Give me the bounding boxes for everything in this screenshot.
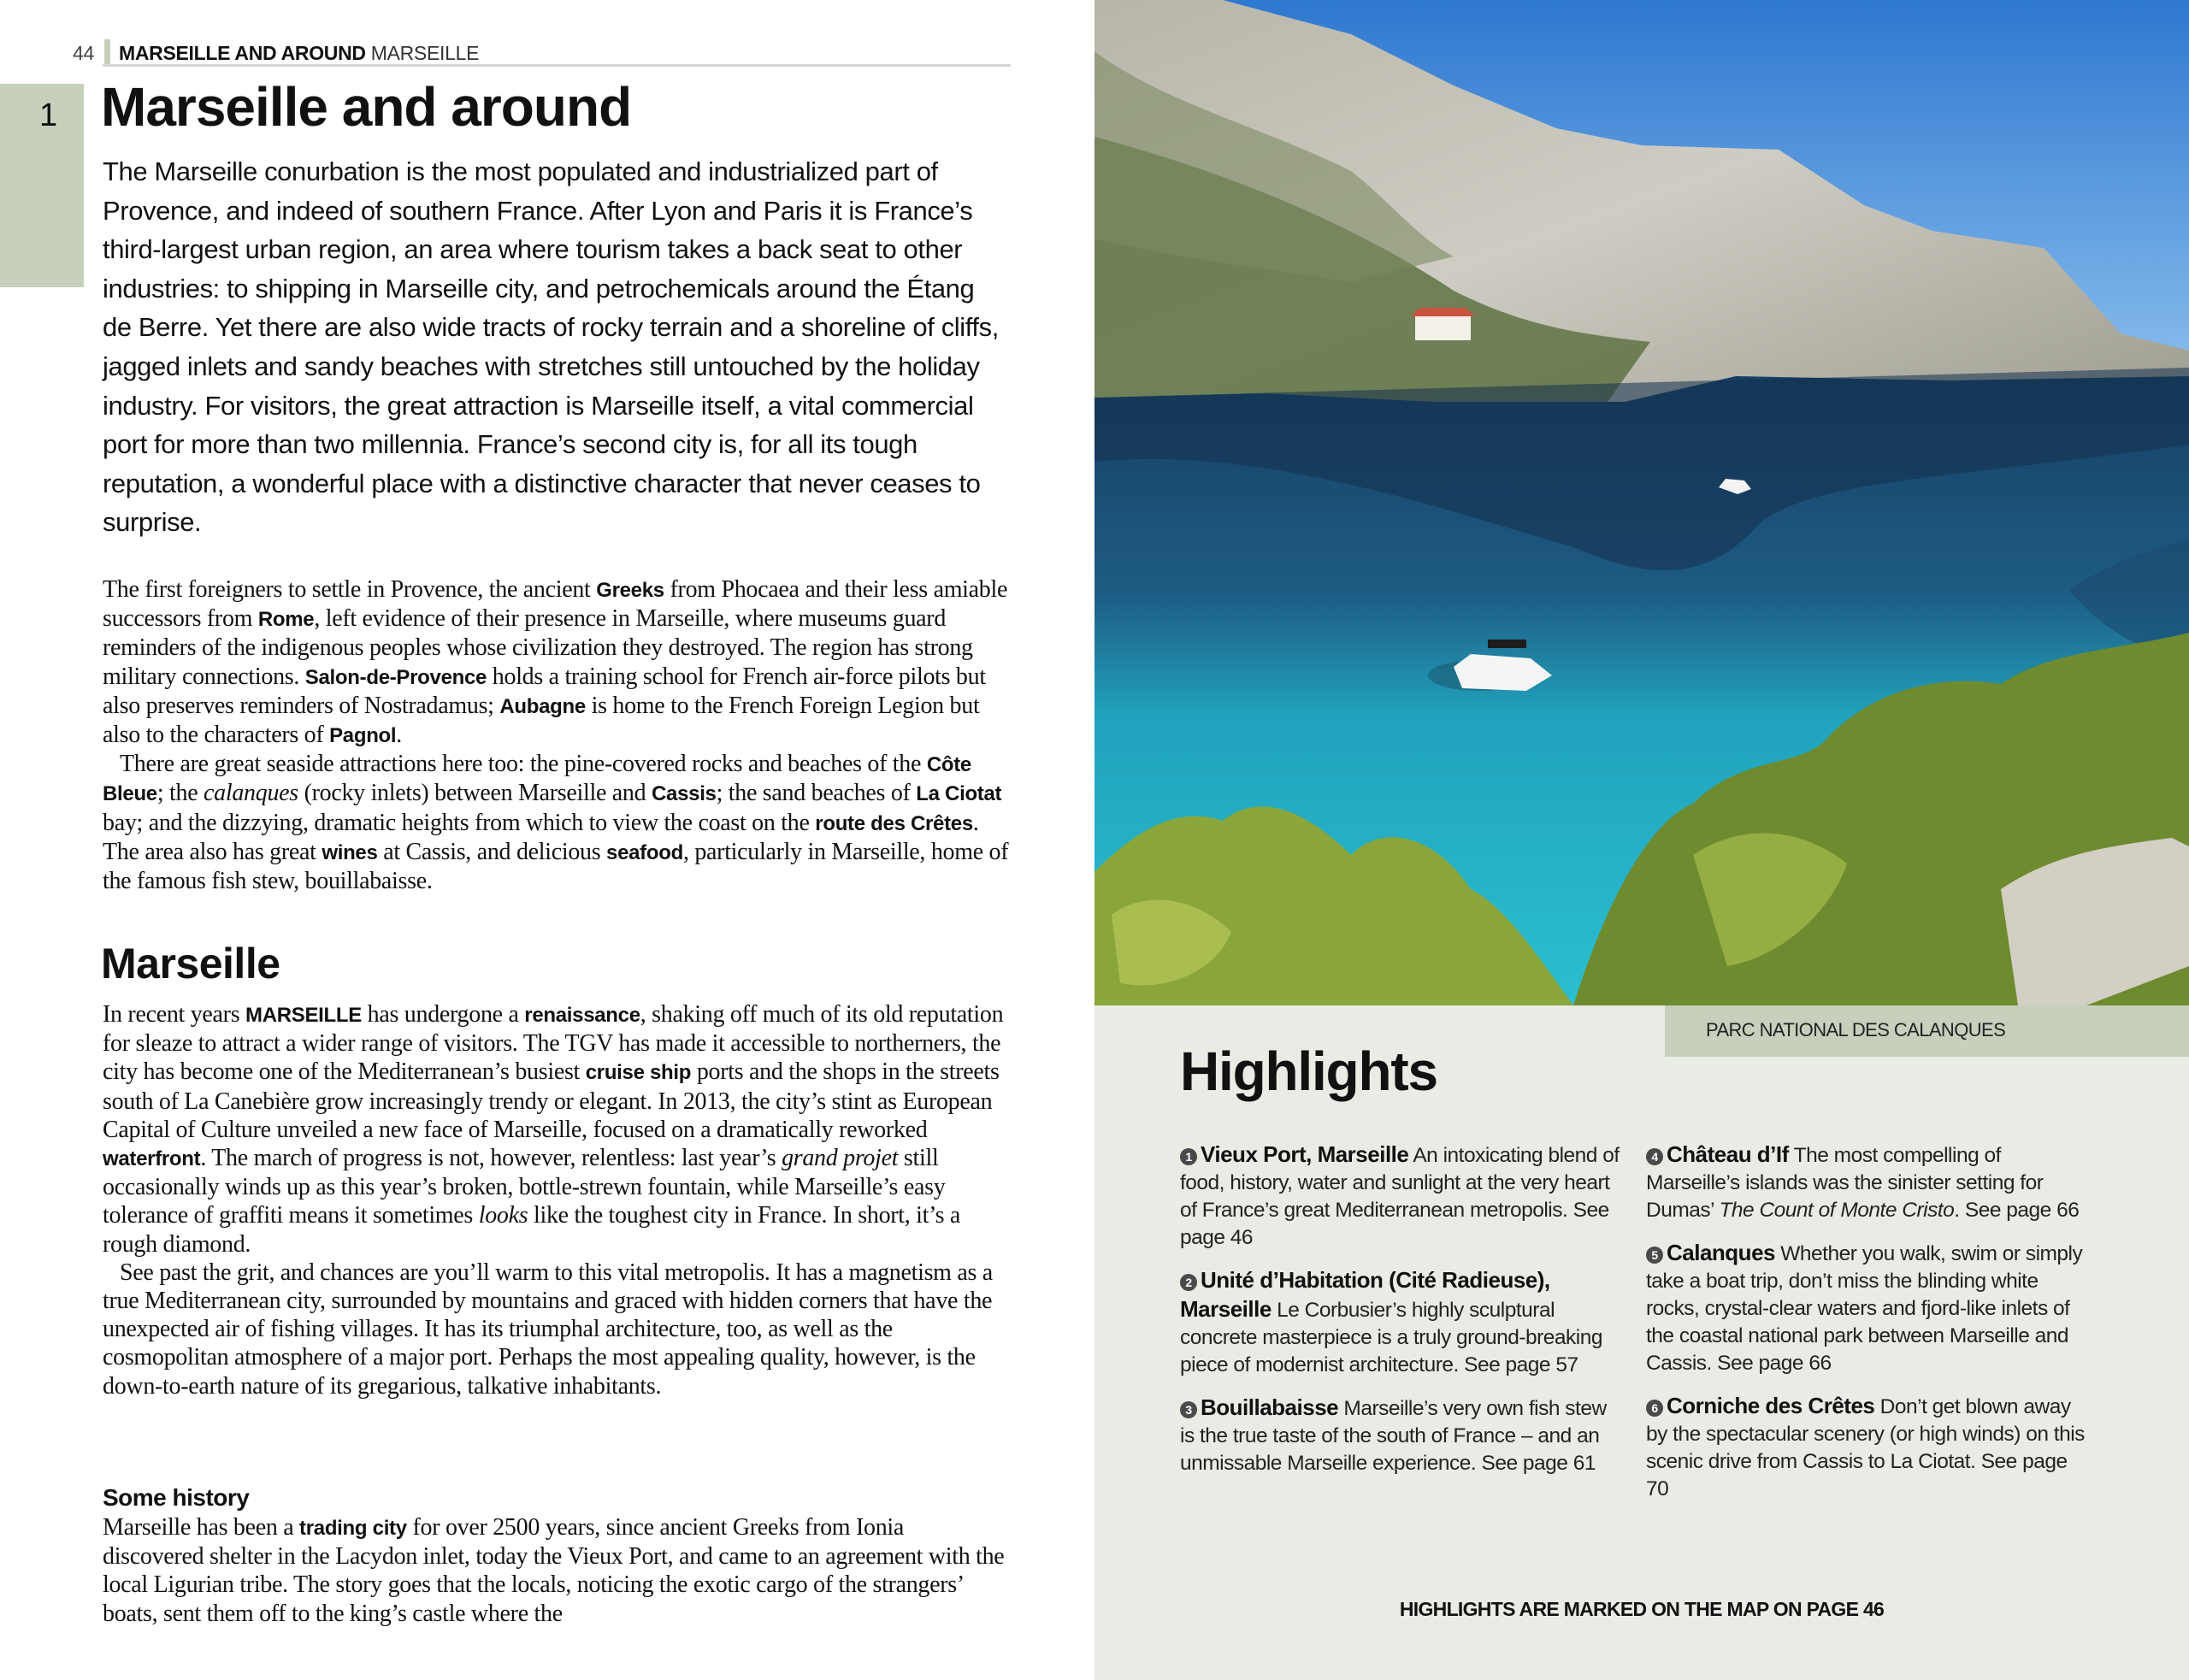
highlight-item bbox=[1180, 1141, 1625, 1252]
highlight-number-icon: 6 bbox=[1646, 1400, 1663, 1417]
book-title: The Count of Monte Cristo bbox=[1719, 1199, 1955, 1222]
highlights-box bbox=[1094, 1005, 2189, 1680]
highlight-desc: An intoxicating blend of food, history, water and sunlight at the very heart of France’s great Mediterranean metropolis. See page 46 bbox=[1180, 1144, 1620, 1249]
bold-term: Pagnol bbox=[329, 724, 397, 748]
bold-term: cruise ship bbox=[585, 1061, 692, 1085]
highlight-number-icon: 1 bbox=[1180, 1148, 1197, 1165]
bold-term: trading city bbox=[299, 1517, 407, 1540]
header-section: MARSEILLE AND AROUND bbox=[118, 42, 366, 64]
highlight-desc: Le Corbusier’s highly sculptural concrete masterpiece is a truly ground-breaking piece of modernist architecture. See page 57 bbox=[1180, 1299, 1602, 1376]
highlight-item bbox=[1646, 1239, 2091, 1377]
bold-term: route des Crêtes bbox=[815, 811, 973, 835]
photo-caption: PARC NATIONAL DES CALANQUES bbox=[1706, 1019, 2006, 1040]
photo-caption-tab bbox=[1665, 1005, 2189, 1057]
chapter-intro: The Marseille conurbation is the most populated and industrialized part of Provence, and indeed of southern France. After Lyon and Paris it is France’s third-largest urban region, an area where tourism takes a back seat to other industries: to shipping in Marseille city, and petrochemicals around the Étang de Berre. Yet there are also wide tracts of rocky terrain and a shoreline of cliffs, jagged inlets and sandy beaches with stretches still untouched by the holiday industry. For visitors, the great attraction is Marseille itself, a vital commercial port for more than two millennia. France’s second city is, for all its tough reputation, a wonderful place with a distinctive character that never ceases to surprise. bbox=[103, 156, 999, 538]
history-paragraph: Marseille has been a trading city for over 2500 years, since ancient Greeks from Ionia discovered shelter in the Lacydon inlet, today the Vieux Port, and came to an agreement with the local Ligurian tribe. The story goes that the locals, noticing the exotic cargo of the strangers’ boats, sent them off to the king’s castle where the bbox=[103, 1514, 1005, 1627]
running-header bbox=[73, 36, 479, 65]
highlights-column-left bbox=[1180, 1141, 1625, 1492]
italic-term: looks bbox=[478, 1202, 528, 1229]
highlight-item bbox=[1646, 1392, 2091, 1503]
highlight-name: Calanques bbox=[1667, 1240, 1775, 1265]
header-accent-bar bbox=[104, 39, 110, 65]
italic-term: calanques bbox=[204, 780, 298, 807]
bold-term: waterfront bbox=[103, 1147, 201, 1171]
bold-term: renaissance bbox=[524, 1004, 640, 1027]
section-heading-marseille: Marseille bbox=[101, 940, 280, 987]
highlight-number-icon: 4 bbox=[1646, 1148, 1663, 1165]
body-paragraph: The first foreigners to settle in Provence, the ancient Greeks from Phocaea and their less amiable successors from Rome, left evidence of their presence in Marseille, where museums guard reminders of the indigenous peoples whose civilization they destroyed. The region has strong military connections. Salon-de-Provence holds a training school for French air-force pilots but also preserves reminders of Nostradamus; Aubagne is home to the French Foreign Legion but also to the characters of Pagnol. There are great seaside attractions here too: the pine-covered rocks and beaches of the Côte Bleue; the calanques (rocky inlets) between Marseille and Cassis; the sand beaches of La Ciotat bay; and the dizzying, dramatic heights from which to view the coast on the route des Crêtes. The area also has great wines at Cassis, and delicious seafood, particularly in Marseille, home of the famous fish stew, bouillabaisse. bbox=[103, 576, 1009, 895]
highlight-name: Unité d’Habitation (Cité Radieuse), Marseille bbox=[1180, 1267, 1550, 1322]
bold-term: La Ciotat bbox=[916, 782, 1002, 806]
bold-term: seafood bbox=[606, 840, 683, 864]
highlights-map-note: HIGHLIGHTS ARE MARKED ON THE MAP ON PAGE 46 bbox=[1399, 1598, 1885, 1620]
calanques-photo bbox=[1094, 0, 2189, 1005]
subheading-some-history: Some history bbox=[103, 1484, 250, 1511]
highlight-item: 4 Château d’If The most compelling of Marseille’s islands was the sinister setting for Dumas’ The Count of Monte Cristo. See page 66 bbox=[1646, 1141, 2080, 1222]
highlight-number-icon: 3 bbox=[1180, 1401, 1197, 1418]
bold-term: Greeks bbox=[596, 579, 664, 602]
left-page bbox=[0, 0, 1094, 1680]
chapter-title: Marseille and around bbox=[101, 76, 632, 138]
highlight-name: Château d’If bbox=[1667, 1141, 1789, 1167]
chapter-number: 1 bbox=[39, 97, 58, 133]
bold-term: wines bbox=[322, 840, 378, 864]
chapter-tab bbox=[0, 84, 84, 287]
bold-term: Rome bbox=[257, 608, 315, 632]
highlights-title: Highlights bbox=[1180, 1040, 1437, 1102]
bold-term: Cassis bbox=[652, 782, 717, 806]
photo-illustration bbox=[1094, 0, 2189, 1005]
highlight-name: Corniche des Crêtes bbox=[1667, 1393, 1875, 1418]
highlights-column-right bbox=[1646, 1141, 2091, 1518]
highlight-desc: Don’t get blown away by the spectacular scenery (or high winds) on this scenic drive from Cassis to La Ciotat. See page 70 bbox=[1646, 1395, 2085, 1500]
bold-term: Aubagne bbox=[499, 694, 586, 718]
highlight-desc: Whether you walk, swim or simply take a boat trip, don’t miss the blinding white rocks, crystal-clear waters and fjord-like inlets of the coastal national park between Marseille and Cassis. See page 66 bbox=[1646, 1242, 2083, 1375]
highlight-number-icon: 2 bbox=[1180, 1274, 1197, 1291]
highlight-name: Vieux Port, Marseille bbox=[1201, 1141, 1409, 1167]
highlight-name: Bouillabaisse bbox=[1201, 1394, 1339, 1420]
header-subsection: MARSEILLE bbox=[370, 42, 480, 64]
highlight-item bbox=[1180, 1394, 1625, 1477]
header-rule bbox=[103, 64, 1011, 67]
highlight-item bbox=[1180, 1266, 1625, 1379]
bold-term: MARSEILLE bbox=[245, 1004, 362, 1027]
marseille-paragraph: In recent years MARSEILLE has undergone a renaissance, shaking off much of its old reputation for sleaze to attract a wider range of visitors. The TGV has made it accessible to northerners, the city has become one of the Mediterranean’s busiest cruise ship ports and the shops in the streets south of La Canebière grow increasingly trendy or elegant. In 2013, the city’s stint as European Capital of Culture unveiled a new face of Marseille, focused on a dramatically reworked waterfront. The march of progress is not, however, relentless: last year’s grand projet still occasionally winds up as this year’s broken, bottle-strewn fountain, while Marseille’s easy tolerance of graffiti means it sometimes looks like the toughest city in France. In short, it’s a rough diamond. See past the grit, and chances are you’ll warm to this vital metropolis. It has a magnetism as a true Mediterranean city, surrounded by mountains and graced with hidden corners that have the unexpected air of fishing villages. It has its triumphal architecture, too, as well as the cosmopolitan atmosphere of a major port. Perhaps the most appealing quality, however, is the down-to-earth nature of its gregarious, talkative inhabitants. bbox=[103, 1001, 1004, 1400]
italic-term: grand projet bbox=[782, 1145, 899, 1172]
page-number: 44 bbox=[73, 42, 94, 64]
highlight-number-icon: 5 bbox=[1646, 1247, 1663, 1264]
highlight-desc: Marseille’s very own fish stew is the true taste of the south of France – and an unmissable Marseille experience. See page 61 bbox=[1180, 1397, 1607, 1475]
right-page bbox=[1094, 0, 2189, 1680]
bold-term: Salon-de-Provence bbox=[304, 665, 487, 689]
bold-term: Côte Bleue bbox=[103, 753, 971, 806]
